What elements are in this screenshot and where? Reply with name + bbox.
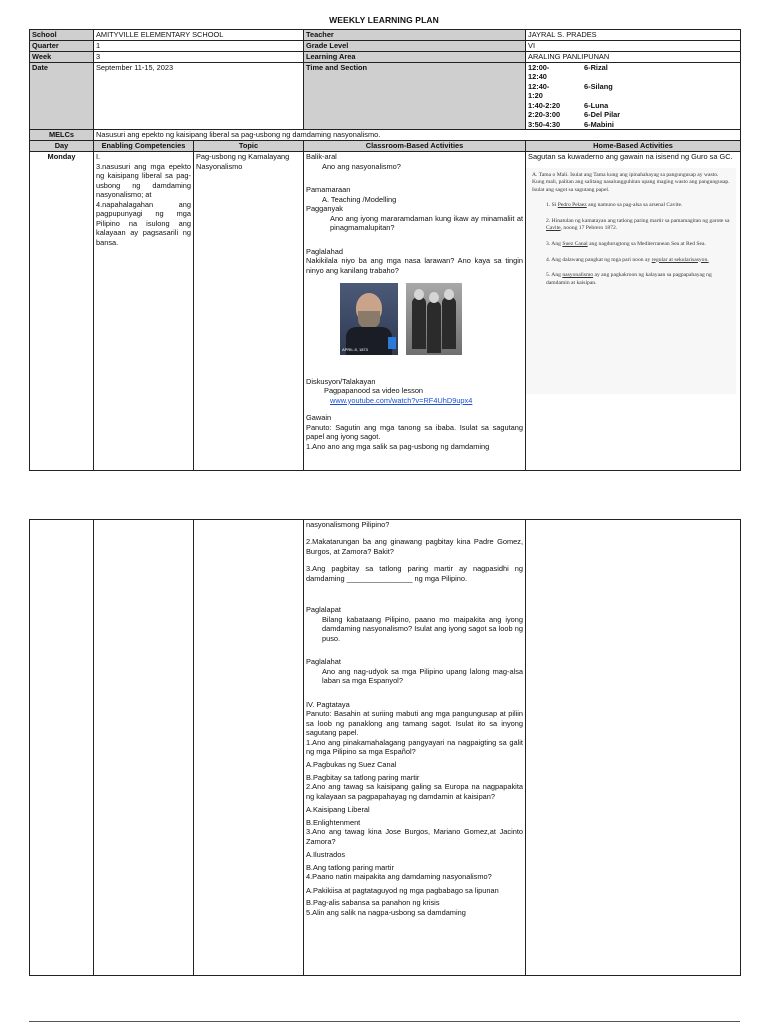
diskusyon-label: Diskusyon/Talakayan (306, 376, 376, 386)
balik-aral-label: Balik-aral (306, 152, 337, 162)
competency-item: 3.nasusuri ang mga epekto ng kaisipang liberal sa pag-usbong ng damdaming nasyonalismo; at (96, 161, 191, 200)
grade-value: VI (526, 41, 741, 52)
home-task-item: 4. Ang dalawang pangkat ng mga pari noon ay regular at sekularisasyon. (546, 256, 709, 263)
quiz-choice: B.Pag-alis sabansa sa panahon ng krisis (306, 898, 440, 908)
home-task-intro: A. Tama o Mali. Isulat ang Tama kung ang ipinahahayag sa pangungusap ay wasto. Kung mali, palitan ang salitang nasalungguhitan upang maging wasto ang pangungusap. Isulat ang sagot sa sagutang papel. (532, 171, 730, 193)
home-cell (526, 152, 741, 471)
home-cell-continued (526, 520, 741, 976)
page-divider (29, 1021, 740, 1022)
quarter-value: 1 (94, 41, 304, 52)
question-text: 3.Ang pagbitay sa tatlong paring martir ay nagpasidhi ng damdaming ________________ ng mga Pilipino. (306, 564, 523, 583)
lesson-photos (306, 283, 523, 355)
quiz-choice: A.Ilustrados (306, 850, 346, 860)
paglalapat-text: Bilang kabataang Pilipino, paano mo maipakita ang iyong damdaming nasyonalismo? Isulat ang iyong sagot sa loob ng puso. (322, 614, 523, 643)
question-text: nasyonalismong Pilipino? (306, 520, 390, 529)
question-text: 2.Makatarungan ba ang ginawang pagbitay kina Padre Gomez, Burgos, at Zamora? Bakit? (306, 537, 523, 556)
document-title: WEEKLY LEARNING PLAN (329, 15, 439, 25)
paglalapat-label: Paglalapat (306, 605, 341, 615)
quiz-question: 5.Alin ang salik na nagpa-usbong sa damdaming (306, 907, 466, 917)
balik-aral-question: Ano ang nasyonalismo? (322, 161, 401, 171)
quiz-choice: B.Enlightenment (306, 817, 361, 827)
melcs-label: MELCs (30, 130, 94, 141)
grade-label: Grade Level (304, 41, 526, 52)
col-classroom: Classroom-Based Activities (304, 141, 526, 152)
day-cell-continued (30, 520, 94, 976)
classroom-cell (304, 152, 526, 471)
col-competencies: Enabling Competencies (94, 141, 194, 152)
three-priests-photo (406, 283, 462, 355)
pagtataya-instructions: Panuto: Basahin at suriing mabuti ang mga pangungusap at piliin sa loob ng panaklong ang tamang sagot. Isulat ito sa inyong sagutang papel. (306, 709, 523, 738)
home-task-image (526, 168, 736, 394)
home-task-item: 2. Hinatulan ng kamatayan ang tatlong paring martir sa pamamagitan ng garote sa Cavite, noong 17 Pebrero 1872. (546, 217, 730, 232)
pamamaraan-label: Pamamaraan (306, 185, 351, 195)
topic-cell: Pag-usbong ng Kamalayang Nasyonalismo (194, 152, 304, 471)
pagganyak-question: Ano ang iyong mararamdaman kung ikaw ay minamaliit at pinagmamalupitan? (330, 213, 524, 233)
paglalahad-question: Nakikilala niyo ba ang mga nasa larawan? Ano kaya sa tingin ninyo ang kanilang trabaho? (306, 256, 524, 275)
portrait-photo (340, 283, 398, 355)
school-value: AMITYVILLE ELEMENTARY SCHOOL (94, 30, 304, 41)
quiz-question: 4.Paano natin maipakita ang damdaming nasyonalismo? (306, 872, 492, 882)
video-lesson-text: Pagpapanood sa video lesson (324, 386, 424, 396)
melcs-value: Nasusuri ang epekto ng kaisipang liberal sa pag-usbong ng damdaming nasyonalismo. (94, 130, 741, 141)
weekly-plan-table-page2 (29, 519, 741, 976)
pagtataya-label: IV. Pagtataya (306, 699, 350, 709)
home-task-item: 5. Ang nasyonalismo ay ang pagkakroon ng kalayaan sa pagpapahayag ng damdamin at kaisipan. (546, 272, 712, 286)
schedule-row: 2:20-3:00 6-Del Pilar (528, 110, 621, 120)
home-task-item: 3. Ang Suez Canal ang nagdurugtong sa Mediterranean Sea at Red Sea. (546, 241, 706, 248)
competency-item: I. (96, 152, 101, 162)
weekly-plan-table-page1 (29, 29, 741, 471)
week-label: Week (30, 52, 94, 63)
day-monday: Monday (30, 152, 94, 471)
gawain-question: 1.Ano ano ang mga salik sa pag-usbong ng damdaming (306, 441, 490, 451)
home-task-item: 1. Si Pedro Pelaez ang namuno sa pag-alsa sa arsenal Cavite. (546, 202, 683, 209)
teaching-modelling: A. Teaching /Modelling (322, 194, 397, 204)
quiz-question: 1.Ano ang pinakamahalagang pangyayari na nagpaigting sa galit ng mga Pilipino sa mga Español? (306, 737, 523, 756)
video-link[interactable]: www.youtube.com/watch?v=RF4UhD9upx4 (330, 395, 473, 405)
quiz-choice: A.Pagbukas ng Suez Canal (306, 760, 397, 770)
competencies-cell-continued (94, 520, 194, 976)
date-label: Date (30, 63, 94, 130)
school-label: School (30, 30, 94, 41)
quiz-choice: B.Pagbitay sa tatlong paring martir (306, 772, 420, 782)
time-section-label: Time and Section (304, 63, 526, 130)
col-home: Home-Based Activities (526, 141, 741, 152)
paglalahat-text: Ano ang nag-udyok sa mga Pilipino upang lalong mag-alsa laban sa mga Espanyol? (322, 666, 523, 686)
week-value: 3 (94, 52, 304, 63)
schedule-row: 12:40-1:20 6-Silang (528, 81, 613, 101)
gawain-instructions: Panuto: Sagutin ang mga tanong sa ibaba. Isulat sa sagutang papel ang iyong sagot. (306, 422, 524, 442)
schedule-list (526, 63, 741, 130)
classroom-cell-continued (304, 520, 526, 976)
home-instruction: Sagutan sa kuwaderno ang gawain na isisend ng Guro sa GC. (528, 152, 733, 162)
area-label: Learning Area (304, 52, 526, 63)
competencies-cell (94, 152, 194, 471)
gawain-label: Gawain (306, 413, 332, 423)
col-day: Day (30, 141, 94, 152)
col-topic: Topic (194, 141, 304, 152)
quiz-choice: A.Pakikiisa at pagtataguyod ng mga pagbabago sa lipunan (306, 885, 499, 895)
quiz-choice: B.Ang tatlong paring martir (306, 862, 394, 872)
topic-cell-continued (194, 520, 304, 976)
quiz-question: 2.Ano ang tawag sa kaisipang galing sa Europa na nagpapakita ng kalayaan sa pagpapahayag ng damdamin at kaisipan? (306, 782, 523, 801)
teacher-label: Teacher (304, 30, 526, 41)
schedule-row: 1:40-2:20 6-Luna (528, 100, 609, 110)
quarter-label: Quarter (30, 41, 94, 52)
area-value: ARALING PANLIPUNAN (526, 52, 741, 63)
paglalahat-label: Paglalahat (306, 657, 341, 667)
teacher-value: JAYRAL S. PRADES (526, 30, 741, 41)
quiz-choice: A.Kaisipang Liberal (306, 805, 370, 815)
schedule-row: 12:00-12:40 6-Rizal (528, 63, 608, 82)
competency-item: 4.napahalagahan ang pagpupunyagi ng mga Pilipino na isulong ang kalayaan ay pagsasarili ng bansa. (96, 199, 191, 247)
photo-caption: APRIL 8, 1873 (342, 346, 368, 352)
paglalahad-label: Paglalahad (306, 246, 344, 256)
pagganyak-label: Pagganyak (306, 204, 343, 214)
date-value: September 11-15, 2023 (94, 63, 304, 130)
schedule-row: 3:50-4:30 6-Mabini (528, 119, 614, 129)
quiz-question: 3.Ano ang tawag kina Jose Burgos, Mariano Gomez,at Jacinto Zamora? (306, 827, 523, 846)
